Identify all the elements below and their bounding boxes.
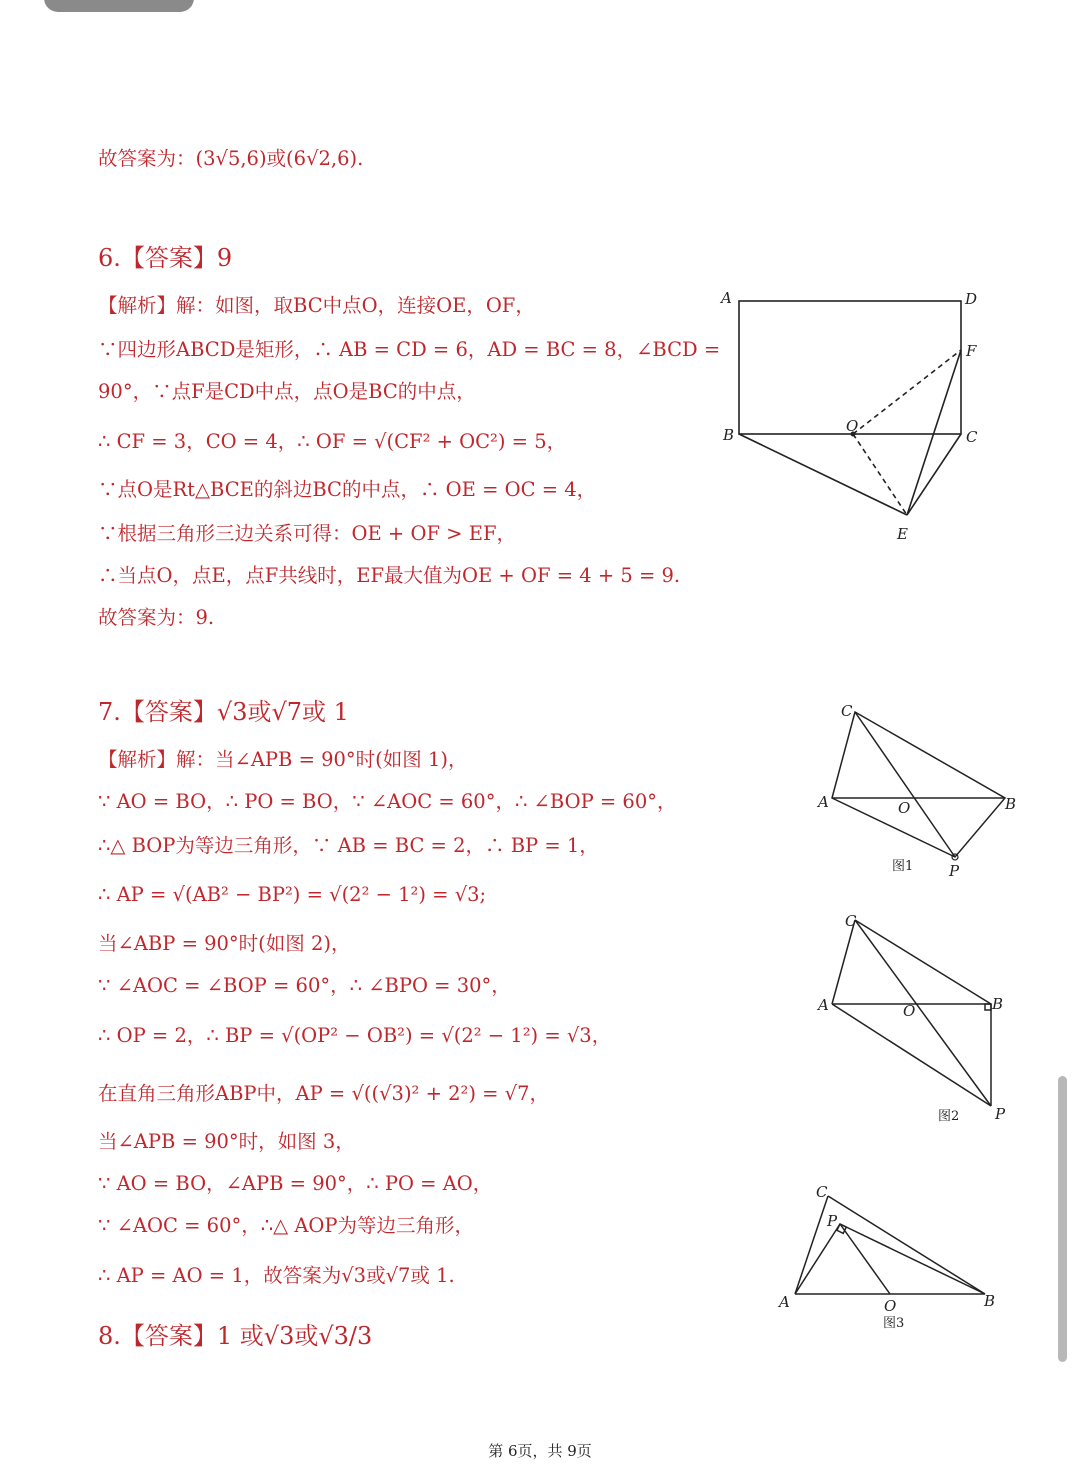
question-8-header: 8.【答案】1 或√3或√3/3 <box>98 1322 373 1350</box>
q7-line-4: ∴ AP = √(AB² − BP²) = √(2² − 1²) = √3; <box>98 883 487 906</box>
q6-line-6: ∵根据三角形三边关系可得：OE + OF > EF， <box>98 522 516 545</box>
q7-line-3: ∴△ BOP为等边三角形，∵ AB = BC = 2，∴ BP = 1， <box>98 834 599 857</box>
q7-line-11: ∵ ∠AOC = 60°，∴△ AOP为等边三角形， <box>98 1214 475 1237</box>
fig2-label-A: A <box>818 996 829 1014</box>
fig2-label-O: O <box>903 1002 916 1020</box>
question-7-header: 7.【答案】√3或√7或 1 <box>98 698 349 726</box>
q7-line-6: ∵ ∠AOC = ∠BOP = 60°，∴ ∠BPO = 30°， <box>98 974 511 997</box>
label-E: E <box>897 525 908 543</box>
label-C: C <box>966 428 978 446</box>
fig1-label-B: B <box>1005 795 1017 813</box>
q7-line-7: ∴ OP = 2，∴ BP = √(OP² − OB²) = √(2² − 1²) = √3， <box>98 1024 612 1047</box>
answer-line-5: 故答案为：(3√5,6)或(6√2,6). <box>98 147 364 170</box>
label-D: D <box>965 290 978 308</box>
q7-figure-3 <box>775 1180 1005 1330</box>
fig2-label-C: C <box>845 912 857 930</box>
fig1-label-P: P <box>949 862 960 880</box>
q6-line-7: ∴当点O，点E，点F共线时，EF最大值为OE + OF = 4 + 5 = 9. <box>98 564 681 587</box>
label-F: F <box>966 342 977 360</box>
q7-line-12: ∴ AP = AO = 1，故答案为√3或√7或 1. <box>98 1264 455 1287</box>
vertical-scrollbar[interactable] <box>1058 1076 1067 1362</box>
label-A: A <box>721 289 732 307</box>
q7-line-8: 在直角三角形ABP中，AP = √((√3)² + 2²) = √7， <box>98 1082 550 1105</box>
fig1-caption: 图1 <box>892 859 914 874</box>
fig3-label-C: C <box>816 1183 828 1201</box>
q6-rectangle-figure <box>715 285 995 545</box>
fig3-label-A: A <box>779 1293 790 1311</box>
q7-line-9: 当∠APB = 90°时，如图 3， <box>98 1130 355 1153</box>
q6-line-2: ∵四边形ABCD是矩形，∴ AB = CD = 6，AD = BC = 8，∠BCD = <box>98 338 721 361</box>
fig1-label-A: A <box>818 793 829 811</box>
fig2-label-P: P <box>995 1105 1006 1123</box>
fig3-caption: 图3 <box>883 1316 905 1331</box>
question-6-header: 6.【答案】9 <box>98 244 233 272</box>
q6-line-4: ∴ CF = 3，CO = 4，∴ OF = √(CF² + OC²) = 5， <box>98 430 567 453</box>
page-number: 第 6页，共 9页 <box>488 1442 592 1460</box>
fig1-label-O: O <box>898 799 911 817</box>
fig1-label-C: C <box>841 702 853 720</box>
q7-line-5: 当∠ABP = 90°时(如图 2)， <box>98 932 351 955</box>
label-O: O <box>846 417 859 435</box>
q7-line-2: ∵ AO = BO，∴ PO = BO，∵ ∠AOC = 60°，∴ ∠BOP = 60°， <box>98 790 677 813</box>
q6-line-8: 故答案为：9. <box>98 606 215 629</box>
q7-figure-2 <box>810 908 1030 1128</box>
top-tab-bar <box>44 0 194 12</box>
q7-line-1: 【解析】解：当∠APB = 90°时(如图 1)， <box>98 748 468 771</box>
fig2-caption: 图2 <box>938 1109 960 1124</box>
q6-line-5: ∵点O是Rt△BCE的斜边BC的中点，∴ OE = OC = 4， <box>98 478 597 501</box>
q6-line-1: 【解析】解：如图，取BC中点O，连接OE，OF， <box>98 294 535 317</box>
label-B: B <box>723 426 735 444</box>
q6-line-3: 90°，∵点F是CD中点，点O是BC的中点， <box>98 380 476 403</box>
q7-figure-1 <box>810 700 1030 885</box>
fig2-label-B: B <box>992 995 1004 1013</box>
fig3-label-O: O <box>884 1297 897 1315</box>
fig3-label-P: P <box>827 1212 838 1230</box>
q7-line-10: ∵ AO = BO，∠APB = 90°，∴ PO = AO， <box>98 1172 493 1195</box>
fig3-label-B: B <box>984 1292 996 1310</box>
